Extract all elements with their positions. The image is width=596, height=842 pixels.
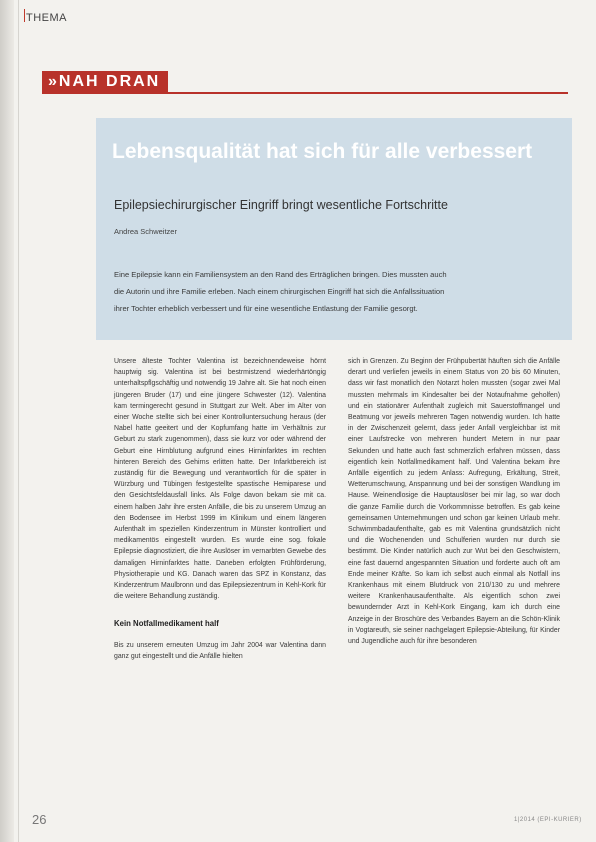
article-title: Lebensqualität hat sich für alle verbessert [112, 140, 533, 163]
gutter-line [18, 0, 19, 842]
body-column-left [114, 356, 326, 662]
section-label: THEMA [26, 12, 67, 24]
rubric-banner: »NAH DRAN [42, 71, 168, 93]
rubric-rule [42, 92, 568, 94]
article-intro [114, 266, 534, 317]
section-marker [24, 9, 25, 22]
intro-line: Eine Epilepsie kann ein Familiensystem an den Rand des Erträglichen bringen. Dies mussten auch [114, 270, 447, 279]
article-body [114, 356, 574, 822]
intro-line: die Autorin und ihre Familie erleben. Nach einem chirurgischen Eingriff hat sich die Anfallssituation [114, 287, 445, 296]
intro-line: ihrer Tochter erheblich verbessert und für eine wesentliche Entlastung der Familie gesorgt. [114, 304, 418, 313]
article-subtitle: Epilepsiechirurgischer Eingriff bringt wesentliche Fortschritte [114, 198, 448, 212]
publication-mark: 1|2014 (EPI-KURIER) [514, 817, 582, 823]
body-paragraph: Bis zu unserem erneuten Umzug im Jahr 2004 war Valentina dann ganz gut eingestellt und die Anfälle hielten [114, 641, 326, 660]
body-column-right [348, 356, 560, 647]
body-paragraph: Unsere älteste Tochter Valentina ist bezeichnendeweise hörnt hauptwig sig. Valentina ist bei bestrmistzend wiederhärtöngig unterhaltspflgschäftig und notwendig 19 Jahre alt. Sie hat noch einen jüngeren Bruder (17) und eine jüngere Schwester (12). Valentina kam termingerecht gesund in Stuttgart zur Welt. Aber im Alter von einer Woche stellte sich bei einer Kontrolluntersuchung heraus (der Nabel hatte geeitert und der Kopfumfang hatte im Verhältnis zur Geburt zu stark zugenommen), dass sie kurz vor oder während der Geburt eine Hirnblutung aufgrund eines Hirninfarktes im rechten hinteren Bereich des Gehirns erlitten hatte. Der Infarktbereich ist zuständig für die Bewegung und verantwortlich für die später in Würzburg und Tübingen festgestellte spastische Hemiparese und den Gesichtsfeldausfall links. Als Folge davon bekam sie mit ca. einem halben Jahr ihre ersten Anfälle, die bis zu unserem Umzug an den Bodensee im Herbst 1999 im Klinikum und einem längeren Aufenthalt im speziellen Kinderzentrum in Münster kontrolliert und medikamentös eingestellt wurden. Es wurde eine sog. fokale Epilepsie diagnostiziert, die ihre Auslöser im vernarbten Gewebe des damaligen Hirninfarktes hatte. Daneben erfolgten Frühförderung, Physiotherapie und KG. Danach waren das SPZ in Konstanz, das Kinderzentrum Maulbronn und das Epilepsiezentrum in Kehl-Kork für die weitere Behandlung zuständig. [114, 358, 326, 601]
section-heading: Kein Notfallmedikament half [114, 619, 219, 629]
page-gutter [0, 0, 14, 842]
page-number: 26 [32, 812, 47, 827]
body-paragraph: sich in Grenzen. Zu Beginn der Frühpubertät häuften sich die Anfälle derart und verliefen jeweils in einem Status von 20 bis 60 Minuten, dass wir fast monatlich den Notarzt holen mussten (sogar zwei Mal mussten mehrmals im Kindesalter bei der Notaufnahme geholfen) und ein stationärer Aufenthalt zugleich mit Sauerstoffmangel und Beatmung vor jeweils mehreren Tagen notwendig wurden. Ich hatte in der Zwischenzeit gelernt, dass jeder Anfall vergleichbar ist mit einer Laufstrecke von mehreren hundert Metern in nur paar Sekunden und hatte auch fast schmerzlich erfahren müssen, dass eigentlich kein Notfallmedikament half. Und Valentina bekam ihre Anfälle eigentlich zu jedem Anlass: Aufregung, Erkältung, Streit, Wetterumschwung, Anspannung und bei der sonstigen Wandlung im Hause. Weinendlosige die Hauptauslöser bei mir lag, so war doch die ganze Familie durch die Vorkommnisse betroffen. Es gab keine gemeinsamen Unternehmungen und schon gar keinen Urlaub mehr. Schwimmbadaufenthalte, gab es mit Valentina grundsätzlich nicht und die Wochenenden und Schulferien wurden nur durch sie bestimmt. Die Kinder natürlich auch zur Wut bei den Geschwistern, eine fast dauernd angespannten Situation und forderte auch oft am Ende meiner Kräfte. So kam ich selbst auch einmal als Notfall ins Krankenhaus mit einem Blutdruck von 210/130 zu und mehrere weitere Krankenhausaufenthalte. Als eigentlich schon zwei bewundernder Arzt in Kehl-Kork Eingang, kam ich durch eine Anzeige in der Broschüre des Verbandes Bayern an die Schön-Klinik in Vogtareuth, sie seiner nachgelagert Epilepsie-Abteilung, für Kinder und Jugendliche auch für ihre besonderen [348, 358, 560, 646]
article-author: Andrea Schweitzer [114, 227, 177, 236]
